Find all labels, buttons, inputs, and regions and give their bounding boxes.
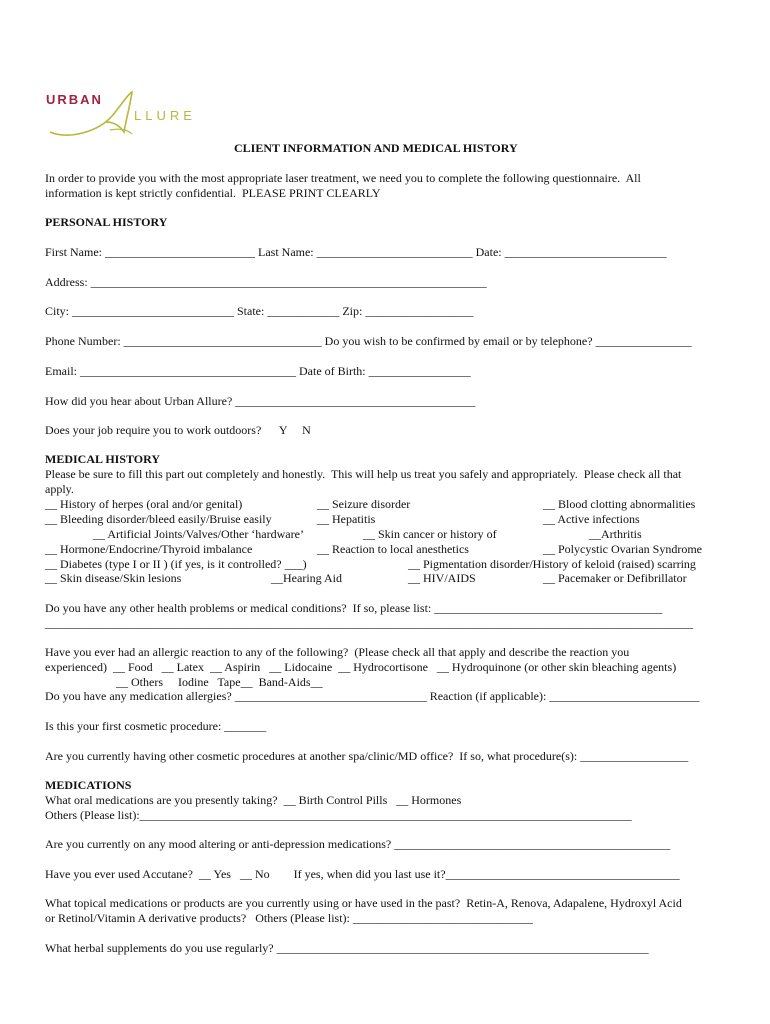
phone-confirm-fields[interactable]: Phone Number: _________________________________ Do you wish to be confirmed by email or by telephone? ________________ — [45, 334, 692, 348]
logo-word-llure: LLURE — [134, 108, 196, 123]
checklist-item[interactable]: __ Hepatitis — [317, 512, 376, 526]
checklist-item[interactable]: __ Skin disease/Skin lesions — [45, 571, 182, 585]
email-dob-fields[interactable]: Email: ____________________________________ Date of Birth: _________________ — [45, 364, 471, 378]
checklist-item[interactable]: __ HIV/AIDS — [408, 571, 476, 585]
medical-history-heading: MEDICAL HISTORY — [45, 452, 161, 466]
checklist-item[interactable]: __ Reaction to local anesthetics — [317, 542, 469, 556]
checklist-item[interactable]: __ Active infections — [543, 512, 640, 526]
medical-note-line-2: apply. — [45, 482, 74, 496]
mood-medications-field[interactable]: Are you currently on any mood altering or anti-depression medications? ______________________________________________ — [45, 837, 671, 851]
name-date-fields[interactable]: First Name: _________________________ Last Name: __________________________ Date: ___________________________ — [45, 245, 667, 259]
checklist-item[interactable]: __ Blood clotting abnormalities — [543, 497, 696, 511]
checklist-item[interactable]: __ Skin cancer or history of — [363, 527, 497, 541]
allergy-options-line-3[interactable]: __ Others Iodine Tape__ Band-Aids__ — [116, 675, 323, 689]
checklist-item[interactable]: __ Artificial Joints/Valves/Other ‘hardware’ — [93, 527, 304, 541]
medication-allergies-field[interactable]: Do you have any medication allergies? ________________________________ Reaction (if applicable): _________________________ — [45, 689, 700, 703]
first-cosmetic-procedure-field[interactable]: Is this your first cosmetic procedure: _______ — [45, 719, 267, 733]
outdoors-question[interactable]: Does your job require you to work outdoors? Y N — [45, 423, 311, 437]
intro-line-2: information is kept strictly confidential. PLEASE PRINT CLEARLY — [45, 186, 381, 200]
logo-word-urban: URBAN — [46, 92, 103, 107]
checklist-item[interactable]: __ Seizure disorder — [317, 497, 411, 511]
checklist-item[interactable]: __ Bleeding disorder/bleed easily/Bruise easily — [45, 512, 272, 526]
topical-medications-line-1: What topical medications or products are you currently using or have used in the past? Retin-A, Renova, Adapalene, Hydroxyl Acid — [45, 896, 682, 910]
checklist-item[interactable]: __Hearing Aid — [271, 571, 342, 585]
intro-line-1: In order to provide you with the most appropriate laser treatment, we need you to complete the following questionnaire. All — [45, 171, 641, 185]
personal-history-heading: PERSONAL HISTORY — [45, 215, 168, 229]
medical-note-line-1: Please be sure to fill this part out completely and honestly. This will help us treat you safely and appropriately. Please check all that — [45, 467, 682, 481]
city-state-zip-fields[interactable]: City: ___________________________ State: ____________ Zip: __________________ — [45, 304, 474, 318]
other-health-problems-field[interactable]: Do you have any other health problems or medical conditions? If so, please list: ______________________________________ — [45, 601, 663, 615]
checklist-item[interactable]: __ Diabetes (type I or II ) (if yes, is it controlled? ___) — [45, 557, 307, 571]
checklist-item[interactable]: __ Hormone/Endocrine/Thyroid imbalance — [45, 542, 253, 556]
topical-medications-line-2[interactable]: or Retinol/Vitamin A derivative products? Others (Please list): ______________________________ — [45, 911, 533, 925]
other-medications-field[interactable]: Others (Please list):__________________________________________________________________________________ — [45, 808, 632, 822]
other-procedures-field[interactable]: Are you currently having other cosmetic procedures at another spa/clinic/MD office? If so, what procedure(s): __________________ — [45, 749, 689, 763]
allergy-options-line-2[interactable]: experienced) __ Food __ Latex __ Aspirin __ Lidocaine __ Hydrocortisone __ Hydroquinone (or other skin bleaching agents) — [45, 660, 677, 674]
checklist-item[interactable]: __ Pigmentation disorder/History of keloid (raised) scarring — [408, 557, 696, 571]
checklist-item[interactable]: __ Polycystic Ovarian Syndrome — [543, 542, 702, 556]
checklist-item[interactable]: __ History of herpes (oral and/or genital) — [45, 497, 243, 511]
checklist-item[interactable]: __Arthritis — [589, 527, 642, 541]
address-field[interactable]: Address: __________________________________________________________________ — [45, 275, 487, 289]
herbal-supplements-field[interactable]: What herbal supplements do you use regularly? ______________________________________________________________ — [45, 941, 649, 955]
urban-allure-logo — [40, 88, 200, 144]
allergy-question-line-1: Have you ever had an allergic reaction to any of the following? (Please check all that apply and describe the reaction you — [45, 645, 630, 659]
oral-medications-field[interactable]: What oral medications are you presently taking? __ Birth Control Pills __ Hormones — [45, 793, 462, 807]
accutane-field[interactable]: Have you ever used Accutane? __ Yes __ No If yes, when did you last use it?_______________________________________ — [45, 867, 680, 881]
other-health-problems-line[interactable]: ____________________________________________________________________________________________________________ — [45, 616, 693, 630]
referral-field[interactable]: How did you hear about Urban Allure? ________________________________________ — [45, 394, 476, 408]
checklist-item[interactable]: __ Pacemaker or Defibrillator — [543, 571, 687, 585]
page-title: CLIENT INFORMATION AND MEDICAL HISTORY — [234, 141, 518, 155]
medications-heading: MEDICATIONS — [45, 778, 132, 792]
